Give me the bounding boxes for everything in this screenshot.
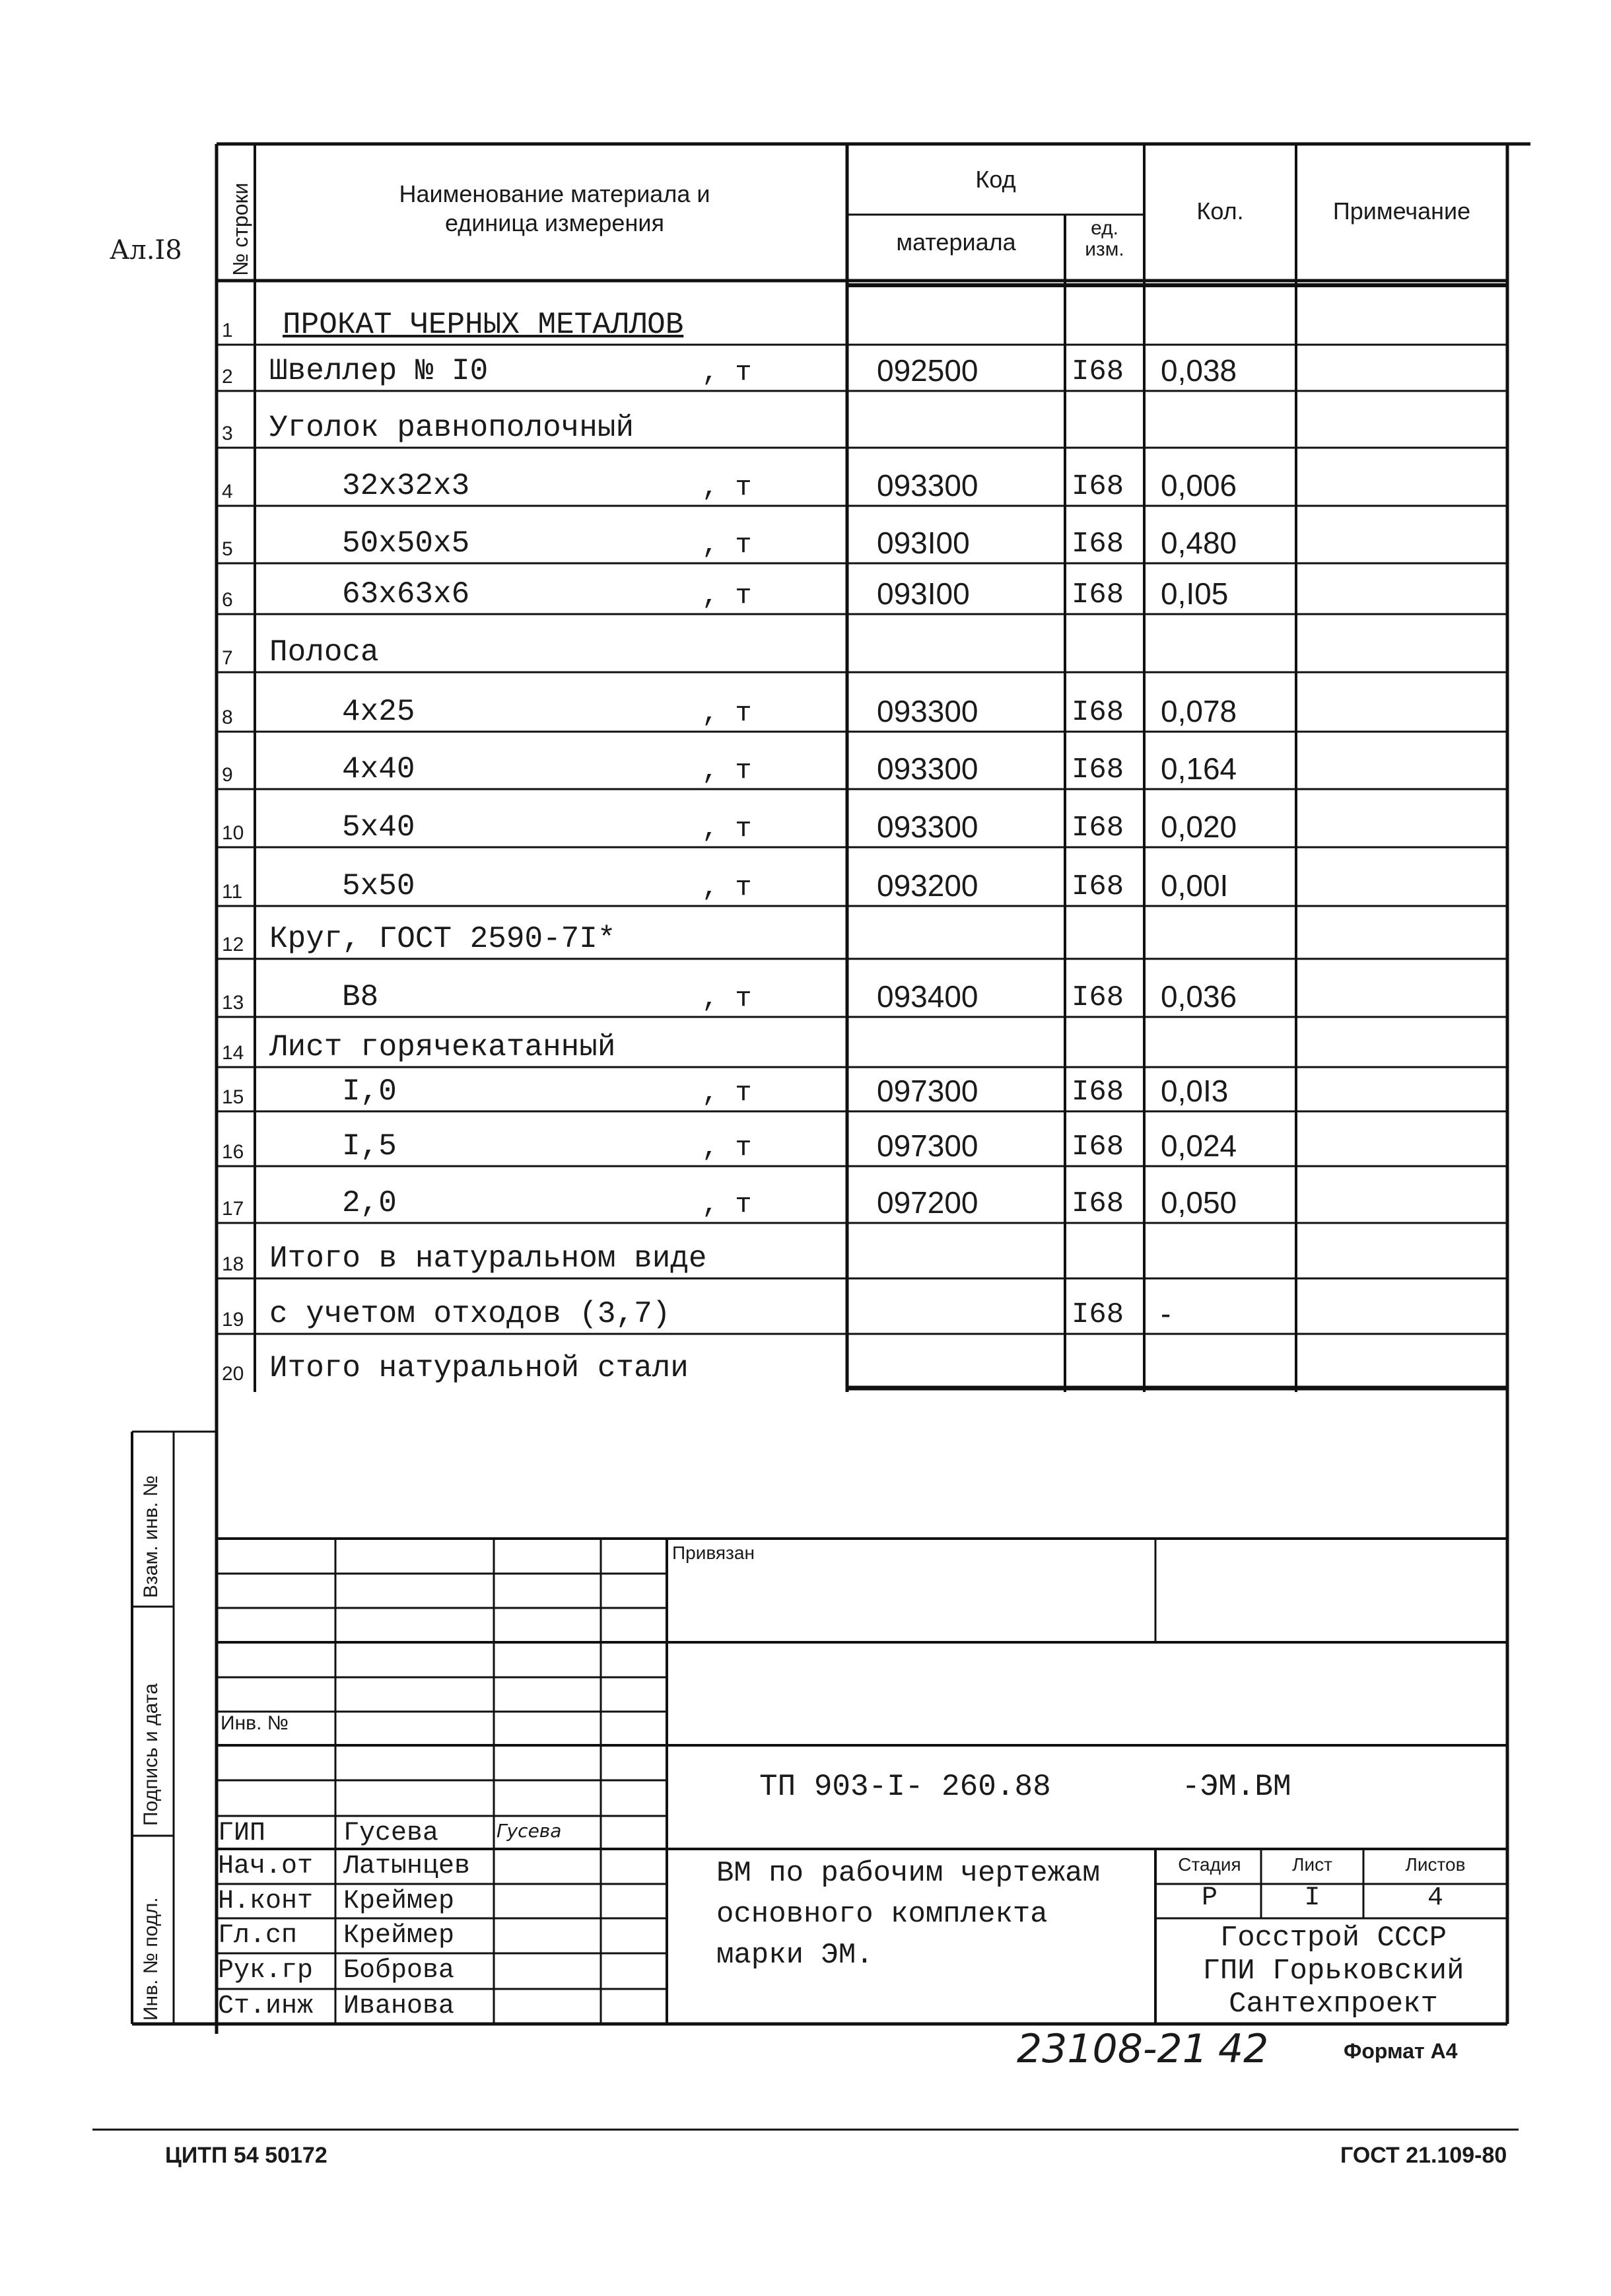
header-unit — [1065, 218, 1144, 260]
row-unit: , т — [702, 872, 752, 903]
row-number: 17 — [222, 1198, 244, 1220]
header-name-line2: единица измерения — [445, 209, 664, 236]
row-ed: I68 — [1072, 1076, 1124, 1109]
row-qty: 0,164 — [1161, 751, 1237, 786]
row-name: В8 — [342, 980, 379, 1014]
row-ed: I68 — [1072, 870, 1124, 903]
row-ed: I68 — [1072, 981, 1124, 1014]
stamp-sheets: 4 — [1427, 1883, 1443, 1913]
row-name: I,5 — [342, 1129, 397, 1164]
signer-name: Креймер — [343, 1921, 455, 1951]
table-row — [217, 506, 1507, 563]
row-code: 093300 — [877, 468, 978, 503]
row-unit: , т — [702, 529, 752, 561]
signer-role: Рук.гр — [218, 1956, 314, 1986]
stamp-sheet-label: Лист — [1292, 1854, 1332, 1875]
stamp-doc-code: ТП 903-I- 260.88 — [759, 1770, 1051, 1804]
stamp-inv-no: Инв. № — [221, 1712, 289, 1734]
signer-role: Н.конт — [218, 1887, 314, 1916]
row-unit: , т — [702, 471, 752, 503]
stamp-title — [716, 1853, 1100, 1976]
side-podpis: Подпись и дата — [140, 1683, 162, 1826]
handwritten-number: 23108-21 — [1017, 2026, 1208, 2072]
signer-name: Иванова — [343, 1992, 455, 2021]
row-unit: , т — [702, 1077, 752, 1109]
stamp-stage-label: Стадия — [1178, 1854, 1241, 1875]
row-qty: - — [1161, 1296, 1171, 1331]
header-unit-line1: ед. — [1091, 217, 1118, 239]
row-unit: , т — [702, 357, 752, 388]
stamp-title-line2: основного комплекта — [716, 1898, 1048, 1931]
row-number: 18 — [222, 1253, 244, 1275]
row-name: ПРОКАТ ЧЕРНЫХ МЕТАЛЛОВ — [283, 308, 684, 342]
row-number: 11 — [222, 881, 243, 903]
stamp-org — [1159, 1922, 1507, 2021]
header-name-line1: Наименование материала и — [399, 180, 710, 207]
row-unit: , т — [702, 1132, 752, 1164]
table-row — [217, 563, 1507, 614]
row-number: 14 — [222, 1042, 244, 1064]
row-number: 4 — [222, 481, 233, 503]
table-row — [217, 1111, 1507, 1166]
header-unit-line2: изм. — [1085, 238, 1124, 260]
stamp-org-line3: Сантехпроект — [1229, 1988, 1438, 2021]
header-name — [264, 180, 845, 238]
row-qty: 0,00I — [1161, 868, 1229, 903]
header-note: Примечание — [1332, 197, 1471, 225]
table-row — [217, 789, 1507, 847]
side-vzam: Взам. инв. № — [140, 1475, 162, 1598]
header-qty: Кол. — [1196, 197, 1244, 225]
row-code: 093300 — [877, 810, 978, 844]
signer-role: Гл.сп — [218, 1921, 298, 1951]
table-row — [217, 391, 1507, 448]
row-qty: 0,078 — [1161, 694, 1237, 728]
row-name: Полоса — [269, 635, 379, 670]
table-row — [217, 906, 1507, 959]
row-ed: I68 — [1072, 1298, 1124, 1331]
row-name: Итого в натуральном виде — [269, 1241, 707, 1276]
row-name: Лист горячекатанный — [269, 1030, 616, 1064]
row-ed: I68 — [1072, 812, 1124, 845]
stamp-org-line1: Госстрой СССР — [1219, 1922, 1447, 1955]
signer-name: Латынцев — [343, 1852, 471, 1881]
row-name: 63x63x6 — [342, 577, 470, 611]
stamp-doc-mark: -ЭМ.ВМ — [1182, 1770, 1291, 1804]
stamp-title-line1: ВМ по рабочим чертежам — [716, 1857, 1100, 1890]
row-number: 1 — [222, 320, 233, 341]
stamp-stage: Р — [1201, 1883, 1217, 1913]
table-row — [217, 672, 1507, 732]
row-name: 50x50x5 — [342, 526, 470, 561]
table-row — [217, 1223, 1507, 1278]
row-ed: I68 — [1072, 1187, 1124, 1220]
row-qty: 0,0I3 — [1161, 1074, 1229, 1108]
row-unit: , т — [702, 983, 752, 1014]
table-row — [217, 1067, 1507, 1111]
row-name: 4x25 — [342, 695, 415, 729]
row-code: 093I00 — [877, 576, 970, 611]
row-code: 093200 — [877, 868, 978, 903]
signer-role: ГИП — [218, 1819, 266, 1848]
row-ed: I68 — [1072, 753, 1124, 786]
row-code: 093300 — [877, 694, 978, 728]
row-name: 2,0 — [342, 1186, 397, 1220]
row-ed: I68 — [1072, 696, 1124, 729]
row-number: 10 — [222, 822, 244, 844]
row-ed: I68 — [1072, 355, 1124, 388]
row-ed: I68 — [1072, 578, 1124, 611]
row-number: 3 — [222, 423, 233, 444]
row-qty: 0,036 — [1161, 979, 1237, 1014]
side-inv-podl: Инв. № подл. — [140, 1897, 162, 2021]
row-number: 5 — [222, 538, 233, 560]
row-ed: I68 — [1072, 1131, 1124, 1164]
row-unit: , т — [702, 580, 752, 611]
table-row — [217, 614, 1507, 672]
row-name: 5x40 — [342, 810, 415, 845]
row-qty: 0,020 — [1161, 810, 1237, 844]
row-number: 19 — [222, 1309, 244, 1331]
row-name: с учетом отходов (3,7) — [269, 1297, 671, 1331]
table-row — [217, 732, 1507, 789]
table-row — [217, 959, 1507, 1017]
signature-mark: Гусева — [497, 1820, 562, 1842]
row-number: 16 — [222, 1141, 244, 1163]
sheet-label: Ал.I8 — [110, 235, 182, 265]
row-number: 6 — [222, 589, 233, 611]
row-name: I,0 — [342, 1074, 397, 1109]
row-number: 13 — [222, 992, 244, 1014]
row-name: Итого натуральной стали — [269, 1351, 689, 1385]
stamp-sheet: I — [1304, 1883, 1320, 1913]
stamp-title-line3: марки ЭМ. — [716, 1939, 874, 1972]
row-number: 9 — [222, 764, 233, 786]
header-material: материала — [896, 228, 1016, 256]
row-qty: 0,050 — [1161, 1185, 1237, 1220]
stamp-sheets-label: Листов — [1405, 1854, 1466, 1875]
row-code: 097300 — [877, 1129, 978, 1163]
signer-role: Нач.от — [218, 1852, 314, 1881]
format-label: Формат А4 — [1344, 2039, 1458, 2063]
table-row — [217, 291, 1507, 345]
header-code: Код — [975, 166, 1016, 193]
row-number: 20 — [222, 1363, 244, 1385]
row-code: 097200 — [877, 1185, 978, 1220]
row-qty: 0,024 — [1161, 1129, 1237, 1163]
table-row — [217, 847, 1507, 906]
table-row — [217, 1278, 1507, 1334]
table-row — [217, 1017, 1507, 1067]
row-name: Уголок равнополочный — [269, 411, 634, 445]
row-number: 2 — [222, 366, 233, 388]
row-qty: 0,038 — [1161, 353, 1237, 388]
row-number: 8 — [222, 707, 233, 728]
table-row — [217, 1166, 1507, 1223]
table-row — [217, 345, 1507, 391]
row-code: 093400 — [877, 979, 978, 1014]
row-name: Швеллер № I0 — [269, 354, 489, 388]
stamp-privyazan: Привязан — [672, 1543, 755, 1563]
row-name: 5x50 — [342, 869, 415, 903]
signer-role: Ст.инж — [218, 1992, 314, 2021]
row-name: 32x32x3 — [342, 469, 470, 503]
signer-name: Боброва — [343, 1956, 455, 1986]
row-code: 093300 — [877, 751, 978, 786]
row-qty: 0,006 — [1161, 468, 1237, 503]
signer-name: Креймер — [343, 1887, 455, 1916]
row-code: 092500 — [877, 353, 978, 388]
row-number: 15 — [222, 1086, 244, 1108]
signer-name: Гусева — [343, 1819, 439, 1848]
handwritten-page: 42 — [1218, 2026, 1269, 2072]
table-row — [217, 448, 1507, 506]
row-number: 12 — [222, 934, 244, 956]
table-row — [217, 1334, 1507, 1388]
row-qty: 0,480 — [1161, 526, 1237, 560]
row-unit: , т — [702, 813, 752, 845]
row-number: 7 — [222, 647, 233, 669]
row-unit: , т — [702, 1189, 752, 1220]
row-code: 097300 — [877, 1074, 978, 1108]
row-qty: 0,I05 — [1161, 576, 1229, 611]
footer-left: ЦИТП 54 50172 — [165, 2143, 327, 2168]
stamp-org-line2: ГПИ Горьковский — [1202, 1955, 1464, 1988]
row-code: 093I00 — [877, 526, 970, 560]
footer-right: ГОСТ 21.109-80 — [1340, 2143, 1507, 2168]
row-ed: I68 — [1072, 470, 1124, 503]
row-unit: , т — [702, 697, 752, 729]
header-row-no: № строки — [228, 182, 252, 276]
row-ed: I68 — [1072, 528, 1124, 561]
row-unit: , т — [702, 755, 752, 786]
row-name: Круг, ГОСТ 2590-7I* — [269, 922, 616, 956]
row-name: 4x40 — [342, 752, 415, 786]
